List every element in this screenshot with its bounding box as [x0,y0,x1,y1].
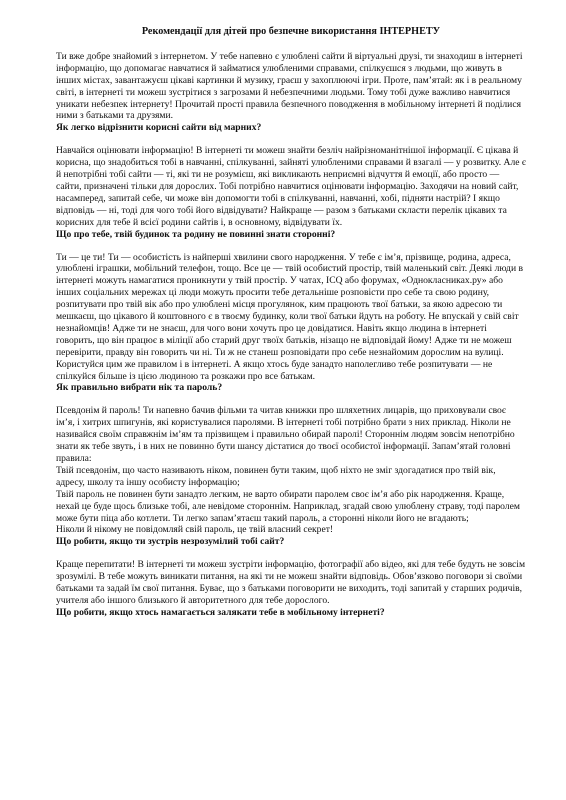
section-useful-sites [56,145,526,240]
document-title: Рекомендації для дітей про безпечне використання ІНТЕРНЕТУ [141,26,441,37]
section-personal-info [56,252,526,395]
paragraph: Навчайся оцінювати інформацію! В інтернеті ти можеш знайти безліч найрізноманітнішої інформації. Є цікава й корисна, що знадобиться тобі в навчанні, спілкуванні, зайняті улюбленими справами й взагалі — у розвитку. Але є й непотрібні тобі сайти — ті, які ти не розумієш, які викликають неприємні відчуття й емоції, або просто — сайти, призначені тільки для дорослих. Тобі потрібно навчитися оцінювати інформацію. Заходячи на новий сайт, насамперед, запитай себе, чи може він допомогти тобі в спілкуванні, навчанні, хобі, підняти настрій? І якщо відповідь — ні, тоді для чого тобі його відвідувати? Найкраще — разом з батьками скласти перелік цікавих та корисних для тебе й всієї родини сайтів і, в основному, відвідувати їх. [56,145,527,228]
section-heading: Що про тебе, твій будинок та родину не повинні знати сторонні? [56,228,336,240]
paragraph: Краще перепитати! В інтернеті ти можеш зустріти інформацію, фотографії або відео, які для тебе будуть не зовсім зрозумілі. В тебе можуть виникати питання, на які ти не можеш знайти відповідь. Обов’язково поговори зі своїми батьками та задай їм свої питання. Буває, що з батьками поговорити не виходить, тоді запитай у старших родичів, учителя або іншого близького й авторитетного для тебе дорослого. [56,559,526,606]
section-unclear-site [56,559,526,619]
section-heading: Що робити, якщо хтось намагається залякати тебе в мобільному інтернеті? [56,606,385,618]
paragraph: Ти вже добре знайомий з інтернетом. У тебе напевно є улюблені сайти й віртуальні друзі, ти знаходиш в інтернеті інформацію, що допомагає навчатися й займатися улюбленими справами, спілкуєшся з людьми, що живуть в інших містах, завантажуєш цікаві картинки й музику, граєш у захоплюючі ігри. Проте, пам’ятай: як і в реальному світі, в інтернеті ти можеш зустрітися з загрозами й небезпечними людьми. Тому тобі дуже важливо навчитися уникати небезпек інтернету! Прочитай прості правила безпечного поводження в мобільному інтернеті й поділися ними з батьками та друзями. [56,50,523,122]
paragraph: Ти — це ти! Ти — особистість із найперші хвилини свого народження. У тебе є ім’я, прізвище, родина, адреса, улюблені іграшки, мобільний телефон, тощо. Все це — твій особистий простір, твій маленький світ. Деякі люди в інтернеті можуть намагатися проникнути у твій простір. У чатах, ICQ або форумах, «Однокласниках.ру» або інших соціальних мережах ці люди можуть просити тебе детальніше розповісти про себе та свою родину, розпитувати про твій вік або про улюблені місця прогулянок, ким працюють твої батьки, за якою адресою ти мешкаєш, що цікавого й коштовного є в твоєму будинку, коли твої батьки йдуть на роботу. Не впускай у свій світ незнайомців! Адже ти не знаєш, для чого вони хочуть про це довідатися. Навіть якщо людина в інтернеті говорить, що він працює в міліції або старий друг твоїх батьків, нізащо не відповідай йому! Адже ти не можеш перевірити, правду він говорить чи ні. Ти ж не станеш розповідати про себе незнайомим дорослим на вулиці. Користуйся цим же правилом і в інтернеті. А якщо хтось буде занадто наполегливо тебе розпитувати — не спілкуйся більше із цією людиною та розкажи про все батькам. [56,251,524,382]
rule-item: Ніколи й нікому не повідомляй свій пароль, це твій власний секрет! [56,524,334,536]
section-heading: Як правильно вибрати нік та пароль? [56,382,223,394]
section-intro [56,51,526,134]
paragraph: Псевдонім й пароль! Ти напевно бачив фільми та читав книжки про шляхетних лицарів, що приховували своє ім’я, і хитрих шпигунів, які користувалися паролями. В інтернеті тобі потрібно брати з них приклад. Ніколи не називайся своїм справжнім ім’ям та прізвищем і правильно обирай паролі! Стороннім людям зовсім непотрібно знати як тебе звуть, і в них не повинно бути шансу дістатися до твоєї особистої інформації. Запам’ятай головні правила: [56,405,515,464]
rule-item: Твій псевдонім, що часто називають ніком, повинен бути таким, щоб ніхто не зміг здогадатися про твій вік, адресу, школу та іншу особисту інформацію; [56,464,496,488]
section-nick-password [56,405,526,548]
section-heading: Як легко відрізнити корисні сайти від марних? [56,122,262,134]
section-heading: Що робити, якщо ти зустрів незрозумілий тобі сайт? [56,536,285,548]
rule-item: Твій пароль не повинен бути занадто легким, не варто обирати паролем своє ім’я або рік народження. Краще, нехай це буде щось близьке тобі, але невідоме стороннім. Наприклад, згадай свою улюблену страву, тоді паролем може бути піца або котлети. Ти легко запам’ятаєш такий пароль, а сторонні ніколи його не вгадають; [56,488,520,524]
document-page [56,26,526,630]
